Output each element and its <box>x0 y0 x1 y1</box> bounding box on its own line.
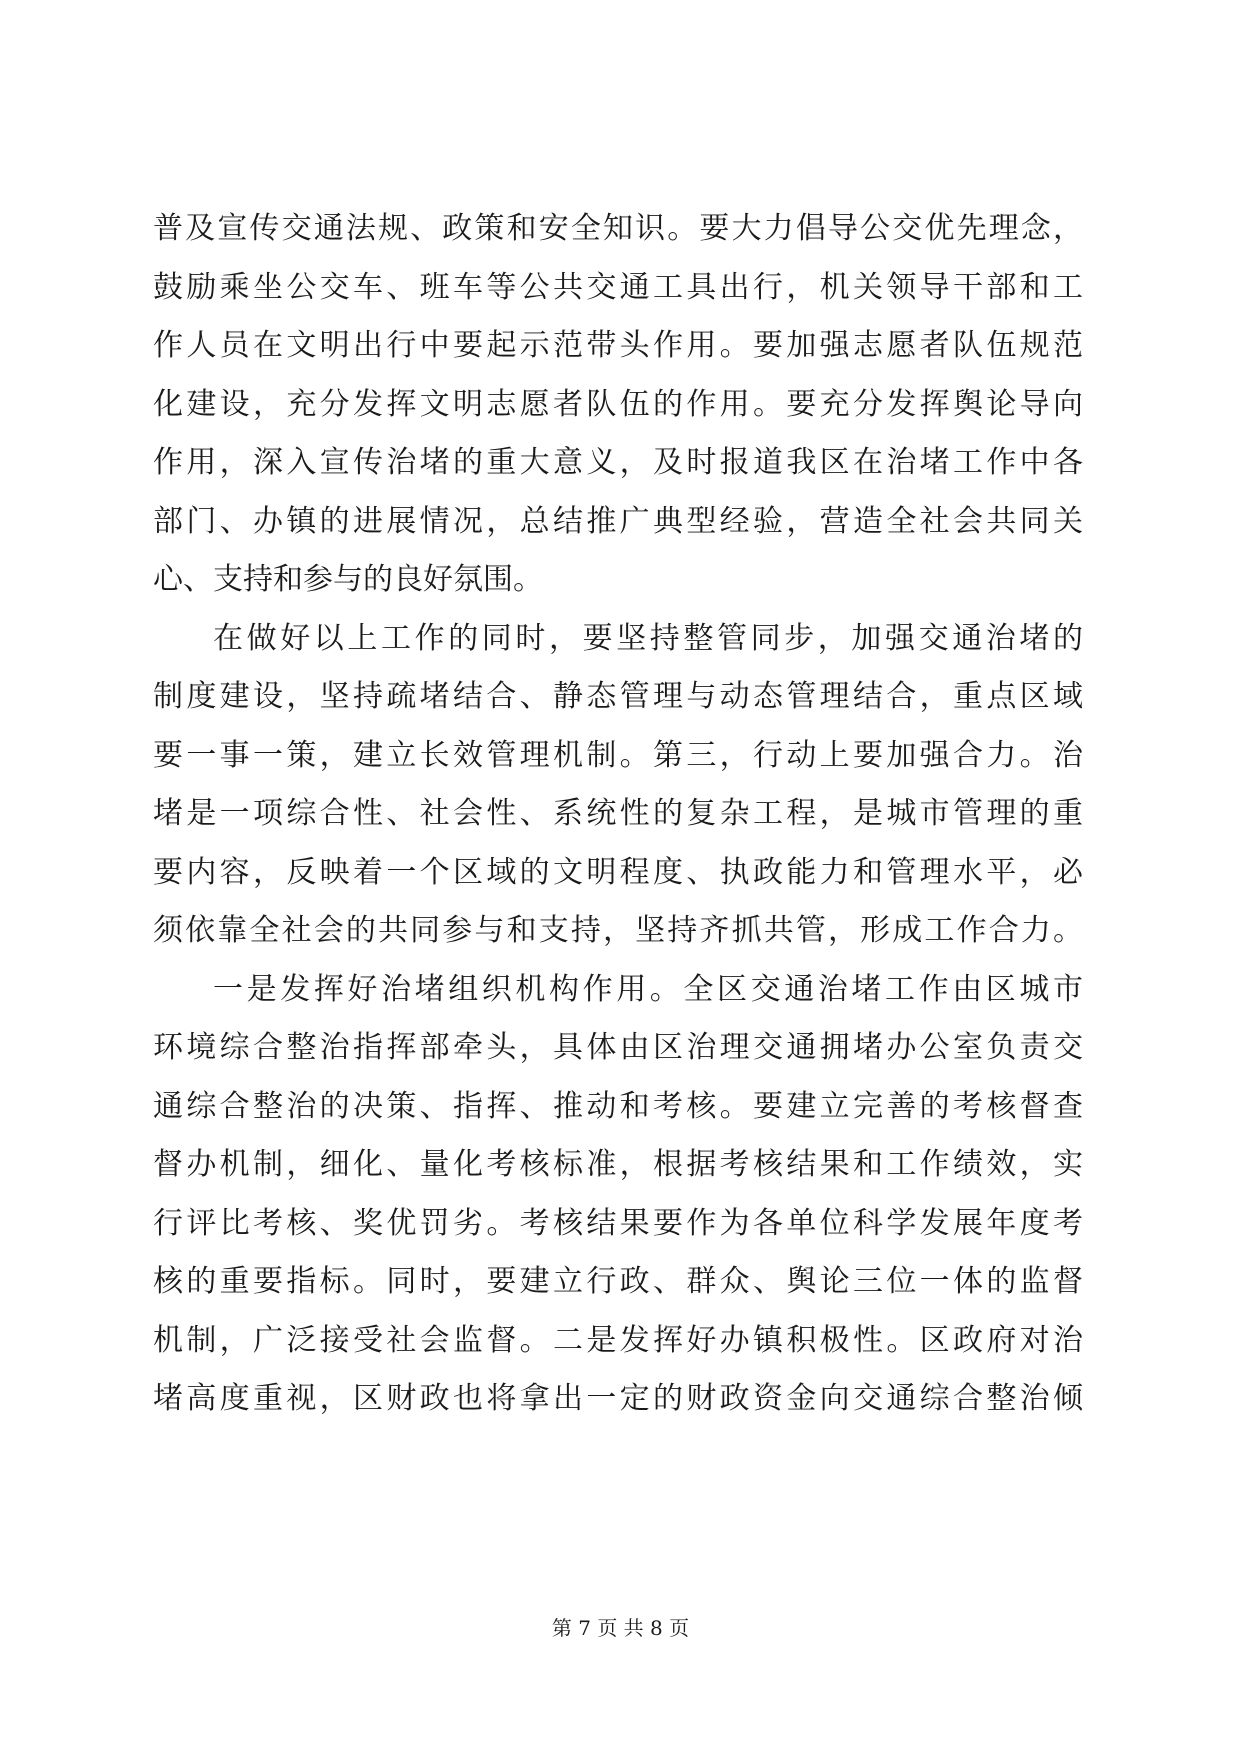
text-line: 堵是一项综合性、社会性、系统性的复杂工程，是城市管理的重 <box>153 796 1083 831</box>
text-line: 堵高度重视，区财政也将拿出一定的财政资金向交通综合整治倾 <box>153 1381 1083 1416</box>
text-line: 行评比考核、奖优罚劣。考核结果要作为各单位科学发展年度考 <box>153 1205 1083 1241</box>
text-line: 要内容，反映着一个区域的文明程度、执政能力和管理水平，必 <box>153 854 1083 890</box>
text-line: 在做好以上工作的同时，要坚持整管同步，加强交通治堵的 <box>213 620 1083 656</box>
text-line: 督办机制，细化、量化考核标准，根据考核结果和工作绩效，实 <box>153 1147 1083 1182</box>
text-line: 鼓励乘坐公交车、班车等公共交通工具出行，机关领导干部和工 <box>153 269 1083 305</box>
text-line: 核的重要指标。同时，要建立行政、群众、舆论三位一体的监督 <box>153 1264 1083 1299</box>
document-body <box>153 200 1083 1429</box>
text-line: 部门、办镇的进展情况，总结推广典型经验，营造全社会共同关 <box>153 503 1083 539</box>
text-line: 化建设，充分发挥文明志愿者队伍的作用。要充分发挥舆论导向 <box>153 386 1083 422</box>
paragraph-1 <box>153 200 1083 610</box>
text-line: 一是发挥好治堵组织机构作用。全区交通治堵工作由区城市 <box>213 971 1083 1007</box>
text-line: 环境综合整治指挥部牵头，具体由区治理交通拥堵办公室负责交 <box>153 1030 1083 1065</box>
paragraph-2 <box>153 610 1083 961</box>
text-line: 作人员在文明出行中要起示范带头作用。要加强志愿者队伍规范 <box>153 328 1083 363</box>
text-line: 通综合整治的决策、指挥、推动和考核。要建立完善的考核督查 <box>153 1088 1083 1124</box>
text-line: 须依靠全社会的共同参与和支持，坚持齐抓共管，形成工作合力。 <box>153 913 1083 948</box>
page-number-footer: 第 7 页 共 8 页 <box>551 1616 690 1640</box>
text-line: 要一事一策，建立长效管理机制。第三，行动上要加强合力。治 <box>153 737 1083 773</box>
text-line: 心、支持和参与的良好氛围。 <box>153 562 543 597</box>
text-line: 制度建设，坚持疏堵结合、静态管理与动态管理结合，重点区域 <box>153 679 1083 714</box>
text-line: 机制，广泛接受社会监督。二是发挥好办镇积极性。区政府对治 <box>153 1322 1083 1358</box>
text-line: 作用，深入宣传治堵的重大意义，及时报道我区在治堵工作中各 <box>153 445 1083 480</box>
text-line: 普及宣传交通法规、政策和安全知识。要大力倡导公交优先理念， <box>153 211 1083 246</box>
paragraph-3 <box>153 961 1083 1429</box>
